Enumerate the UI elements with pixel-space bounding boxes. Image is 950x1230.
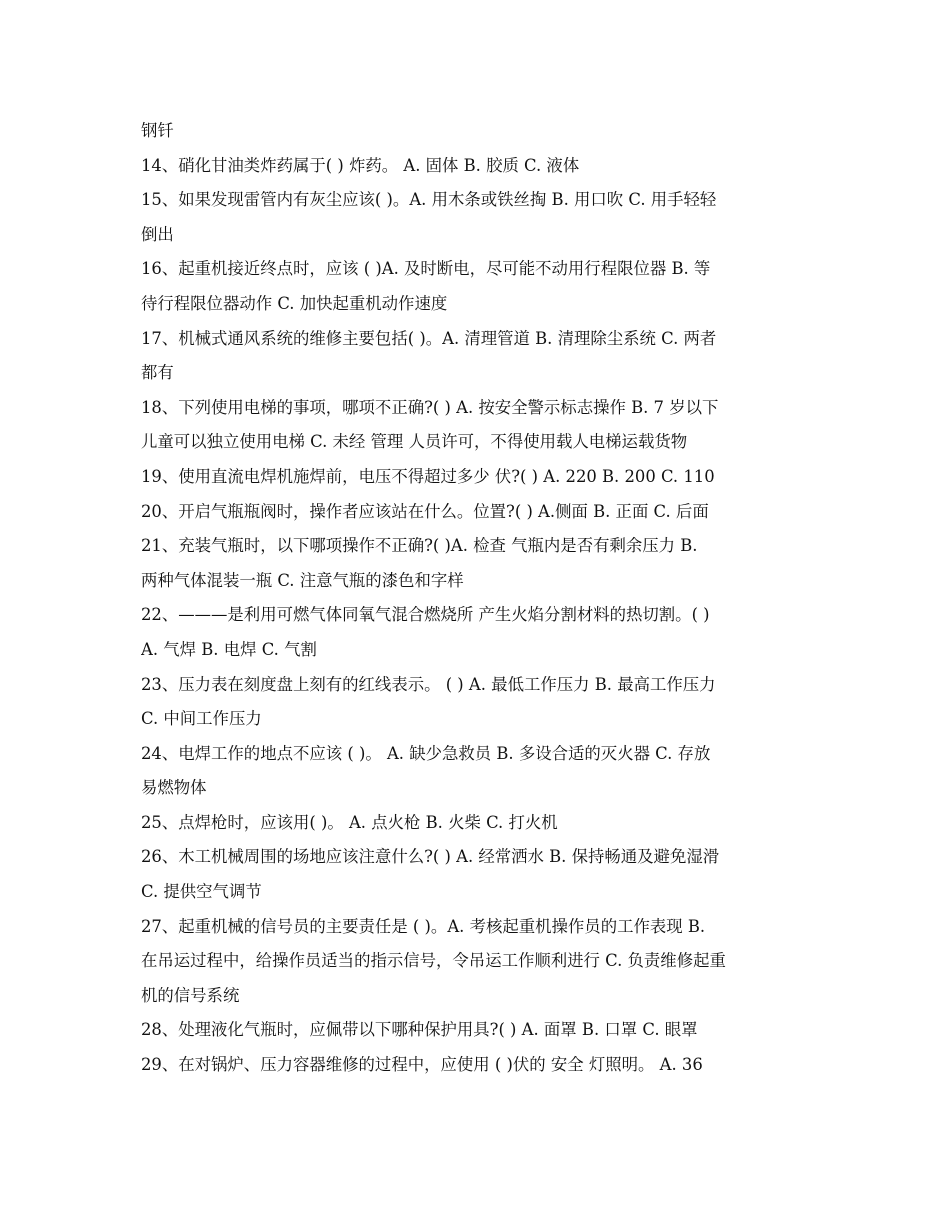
question-25: 25、点焊枪时，应该用( )。 A. 点火枪 B. 火柴 C. 打火机	[141, 812, 558, 832]
question-29: 29、在对锅炉、压力容器维修的过程中，应使用 ( )伏的 安全 灯照明。 A. 36	[141, 1055, 703, 1075]
question-18: 18、下列使用电梯的事项，哪项不正确?( ) A. 按安全警示标志操作 B. 7 岁以下	[141, 397, 719, 417]
question-24: 24、电焊工作的地点不应该 ( )。 A. 缺少急救员 B. 多设合适的灭火器 C. 存放	[141, 743, 711, 763]
text-line: 钢钎	[141, 121, 174, 140]
question-27-continued-2: 机的信号系统	[141, 985, 240, 1005]
question-17: 17、机械式通风系统的维修主要包括( )。A. 清理管道 B. 清理除尘系统 C. 两者	[141, 328, 717, 348]
question-26-continued: C. 提供空气调节	[141, 882, 262, 902]
question-16: 16、起重机接近终点时，应该 ( )A. 及时断电，尽可能不动用行程限位器 B. 等	[141, 259, 711, 279]
question-28: 28、处理液化气瓶时，应佩带以下哪种保护用具?( ) A. 面罩 B. 口罩 C. 眼罩	[141, 1020, 698, 1040]
question-27-continued: 在吊运过程中，给操作员适当的指示信号，令吊运工作顺利进行 C. 负责维修起重	[141, 951, 726, 971]
question-23: 23、压力表在刻度盘上刻有的红线表示。 ( ) A. 最低工作压力 B. 最高工作压力	[141, 674, 716, 694]
document-body	[141, 114, 813, 1083]
question-27: 27、起重机械的信号员的主要责任是 ( )。A. 考核起重机操作员的工作表现 B.	[141, 916, 706, 936]
question-15: 15、如果发现雷管内有灰尘应该( )。A. 用木条或铁丝掏 B. 用口吹 C. 用手轻轻	[141, 190, 717, 210]
question-16-continued: 待行程限位器动作 C. 加快起重机动作速度	[141, 293, 448, 313]
question-19: 19、使用直流电焊机施焊前，电压不得超过多少 伏?( ) A. 220 B. 200 C. 110	[141, 466, 715, 486]
question-23-continued: C. 中间工作压力	[141, 709, 262, 729]
question-22: 22、———是利用可燃气体同氧气混合燃烧所 产生火焰分割材料的热切割。( )	[141, 605, 710, 625]
question-17-continued: 都有	[141, 363, 174, 383]
question-22-continued: A. 气焊 B. 电焊 C. 气割	[141, 639, 317, 659]
question-18-continued: 儿童可以独立使用电梯 C. 未经 管理 人员许可，不得使用载人电梯运载货物	[141, 432, 688, 452]
question-26: 26、木工机械周围的场地应该注意什么?( ) A. 经常洒水 B. 保持畅通及避免湿滑	[141, 847, 720, 867]
question-21-continued: 两种气体混装一瓶 C. 注意气瓶的漆色和字样	[141, 570, 464, 590]
question-15-continued: 倒出	[141, 224, 174, 244]
question-24-continued: 易燃物体	[141, 778, 207, 798]
question-14: 14、硝化甘油类炸药属于( ) 炸药。 A. 固体 B. 胶质 C. 液体	[141, 155, 580, 175]
question-20: 20、开启气瓶瓶阀时，操作者应该站在什么。位置?( ) A.侧面 B. 正面 C. 后面	[141, 501, 709, 521]
question-21: 21、充装气瓶时，以下哪项操作不正确?( )A. 检查 气瓶内是否有剩余压力 B.	[141, 536, 698, 556]
